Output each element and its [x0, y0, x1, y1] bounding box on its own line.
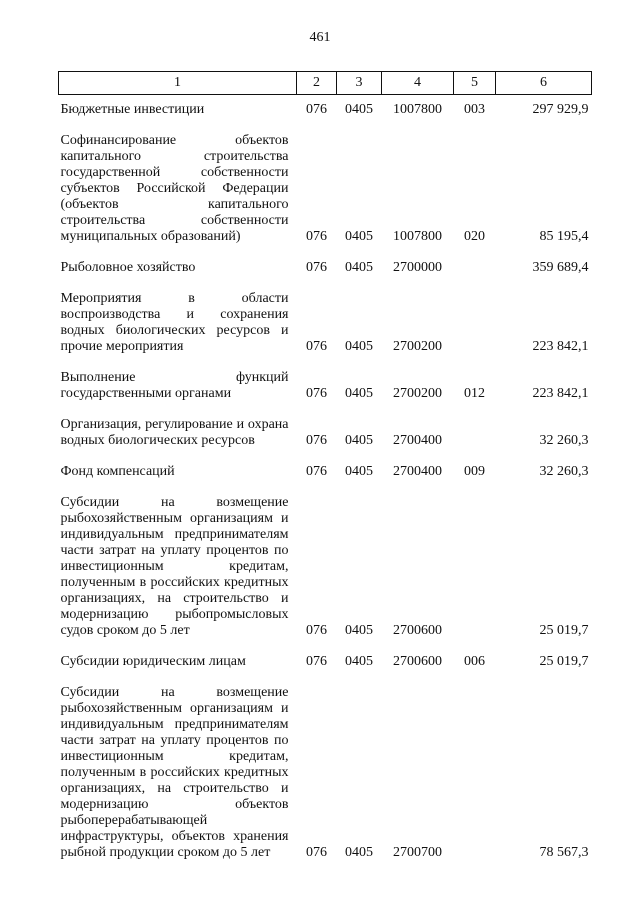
col-expense-type: [454, 245, 496, 276]
header-col-5: 5: [454, 72, 496, 95]
description-line: рыбоперерабатывающей: [60, 813, 208, 828]
description-line: рыбной продукции сроком до 5 лет: [60, 845, 271, 860]
col-ministry-code: 076: [306, 464, 327, 479]
col-target-code: 1007800: [393, 229, 442, 244]
description-line: индивидуальным предпринимателям: [60, 717, 289, 732]
description-line: модернизацию объектов: [60, 797, 289, 812]
row-description: [59, 245, 297, 276]
description-line: Мероприятия в области: [60, 291, 289, 306]
table-row: [59, 245, 592, 276]
row-description: [59, 639, 297, 670]
col-section-code: 0405: [345, 386, 373, 401]
col-amount: 32 260,3: [539, 464, 589, 479]
col-expense-type: 020: [464, 229, 485, 244]
col-expense-type: 003: [464, 102, 485, 117]
description-line: строительства собственности: [60, 213, 289, 228]
col-amount: 85 195,4: [539, 229, 589, 244]
col-ministry-code: 076: [306, 229, 327, 244]
description-line: (объектов капитального: [60, 197, 289, 212]
description-line: полученным в российских кредитных: [60, 765, 289, 780]
description-line: Субсидии на возмещение: [60, 685, 289, 700]
col-amount: 25 019,7: [539, 623, 589, 638]
description-line: муниципальных образований): [60, 229, 241, 244]
description-line: рыбохозяйственным организациям и: [60, 511, 289, 526]
col-expense-type: [454, 480, 496, 639]
description-line: индивидуальным предпринимателям: [60, 527, 289, 542]
description-line: Софинансирование объектов: [60, 133, 289, 148]
description-line: Фонд компенсаций: [60, 464, 175, 479]
table-row: [59, 95, 592, 119]
col-ministry-code: 076: [306, 386, 327, 401]
col-ministry-code: 076: [306, 260, 327, 275]
row-description: [59, 402, 297, 449]
header-col-4: 4: [382, 72, 454, 95]
header-col-3: 3: [337, 72, 382, 95]
col-expense-type: [454, 402, 496, 449]
col-expense-type: 006: [464, 654, 485, 669]
col-section-code: 0405: [345, 433, 373, 448]
col-section-code: 0405: [345, 464, 373, 479]
col-section-code: 0405: [345, 654, 373, 669]
description-line: Субсидии юридическим лицам: [60, 654, 246, 669]
description-line: инвестиционным кредитам,: [60, 559, 289, 574]
col-expense-type: 009: [464, 464, 485, 479]
row-description: [59, 480, 297, 639]
col-section-code: 0405: [345, 102, 373, 117]
table-row: [59, 276, 592, 355]
description-line: Организация, регулирование и охрана: [60, 417, 289, 432]
description-line: воспроизводства и сохранения: [60, 307, 289, 322]
table-body: [59, 95, 592, 862]
col-ministry-code: 076: [306, 623, 327, 638]
table-row: [59, 449, 592, 480]
col-target-code: 2700200: [393, 339, 442, 354]
header-col-2: 2: [297, 72, 337, 95]
col-ministry-code: 076: [306, 433, 327, 448]
description-line: организациях, на строительство и: [60, 781, 289, 796]
col-target-code: 2700700: [393, 845, 442, 860]
description-line: Выполнение функций: [60, 370, 289, 385]
description-line: прочие мероприятия: [60, 339, 184, 354]
col-ministry-code: 076: [306, 654, 327, 669]
col-amount: 223 842,1: [532, 339, 589, 354]
description-line: водных биологических ресурсов: [60, 433, 255, 448]
table-row: [59, 639, 592, 670]
col-target-code: 2700600: [393, 654, 442, 669]
description-line: инфраструктуры, объектов хранения: [60, 829, 289, 844]
budget-table: [58, 71, 592, 861]
table-row: [59, 480, 592, 639]
description-line: полученным в российских кредитных: [60, 575, 289, 590]
row-description: [59, 670, 297, 861]
description-line: модернизацию рыбопромысловых: [60, 607, 289, 622]
col-ministry-code: 076: [306, 102, 327, 117]
description-line: Субсидии на возмещение: [60, 495, 289, 510]
col-target-code: 2700200: [393, 386, 442, 401]
table-row: [59, 402, 592, 449]
description-line: инвестиционным кредитам,: [60, 749, 289, 764]
table-row: [59, 355, 592, 402]
row-description: [59, 449, 297, 480]
col-amount: 223 842,1: [532, 386, 589, 401]
col-ministry-code: 076: [306, 845, 327, 860]
description-line: части затрат на уплату процентов по: [60, 543, 289, 558]
col-target-code: 2700400: [393, 433, 442, 448]
description-line: государственной собственности: [60, 165, 289, 180]
description-line: капитального строительства: [60, 149, 289, 164]
row-description: [59, 276, 297, 355]
col-amount: 359 689,4: [532, 260, 589, 275]
col-target-code: 2700600: [393, 623, 442, 638]
description-line: Рыболовное хозяйство: [60, 260, 196, 275]
description-line: части затрат на уплату процентов по: [60, 733, 289, 748]
header-col-1: 1: [59, 72, 297, 95]
col-section-code: 0405: [345, 229, 373, 244]
col-section-code: 0405: [345, 845, 373, 860]
col-amount: 297 929,9: [532, 102, 589, 117]
col-amount: 78 567,3: [539, 845, 589, 860]
description-line: государственными органами: [60, 386, 232, 401]
col-target-code: 1007800: [393, 102, 442, 117]
description-line: рыбохозяйственным организациям и: [60, 701, 289, 716]
col-expense-type: [454, 276, 496, 355]
col-section-code: 0405: [345, 339, 373, 354]
description-line: Бюджетные инвестиции: [60, 102, 205, 117]
table-row: [59, 118, 592, 245]
col-target-code: 2700000: [393, 260, 442, 275]
row-description: [59, 355, 297, 402]
page-number: 461: [309, 30, 331, 45]
col-expense-type: 012: [464, 386, 485, 401]
header-row: [59, 72, 592, 95]
col-section-code: 0405: [345, 623, 373, 638]
col-amount: 25 019,7: [539, 654, 589, 669]
col-amount: 32 260,3: [539, 433, 589, 448]
description-line: организациях, на строительство и: [60, 591, 289, 606]
description-line: судов сроком до 5 лет: [60, 623, 190, 638]
col-expense-type: [454, 670, 496, 861]
col-target-code: 2700400: [393, 464, 442, 479]
col-ministry-code: 076: [306, 339, 327, 354]
header-col-6: 6: [496, 72, 592, 95]
table-row: [59, 670, 592, 861]
col-section-code: 0405: [345, 260, 373, 275]
description-line: субъектов Российской Федерации: [60, 181, 289, 196]
row-description: [59, 95, 297, 119]
table-header: [59, 72, 592, 95]
row-description: [59, 118, 297, 245]
description-line: водных биологических ресурсов и: [60, 323, 289, 338]
